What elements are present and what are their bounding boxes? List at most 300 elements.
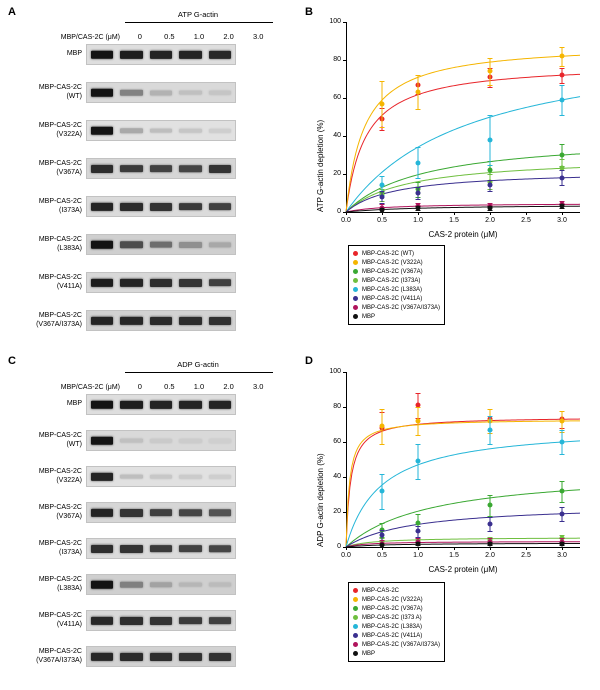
y-tick-label: 100 <box>329 18 341 25</box>
gel-lane-strip <box>86 646 236 667</box>
gel-band <box>91 50 114 59</box>
data-point <box>380 183 385 188</box>
gel-lane <box>146 273 176 292</box>
gel-lane <box>205 159 235 178</box>
gel-lane-strip <box>86 574 236 595</box>
x-tick-label: 0.0 <box>341 552 351 559</box>
gel-lane-row <box>0 120 236 141</box>
legend-item <box>353 303 440 312</box>
gel-c-title: ADP G-actin <box>177 360 219 369</box>
gel-lane <box>117 611 147 630</box>
x-tick-label: 3.0 <box>557 217 567 224</box>
gel-lane <box>146 647 176 666</box>
legend-label: MBP-CAS-2C (L383A) <box>362 286 423 293</box>
gel-lane <box>176 311 206 330</box>
y-tick-label: 60 <box>333 438 341 445</box>
gel-band <box>150 652 173 660</box>
error-bar-cap <box>488 85 493 86</box>
panel-letter-a: A <box>8 6 16 18</box>
gel-band <box>120 509 143 517</box>
gel-band <box>179 90 202 95</box>
gel-band <box>91 544 114 552</box>
error-bar-cap <box>416 199 421 200</box>
gel-band <box>91 508 114 516</box>
data-point <box>416 520 421 525</box>
y-tick-label: 100 <box>329 368 341 375</box>
x-tick-label: 0.5 <box>377 217 387 224</box>
data-point <box>416 459 421 464</box>
gel-lane <box>117 273 147 292</box>
gel-lane <box>205 611 235 630</box>
gel-band <box>209 400 232 408</box>
y-tick-label: 20 <box>333 170 341 177</box>
gel-band <box>209 545 232 553</box>
y-tick-label: 0 <box>337 208 341 215</box>
gel-band <box>120 89 143 95</box>
gel-lane <box>87 235 117 254</box>
error-bar-cap <box>488 180 493 181</box>
legend-label: MBP-CAS-2C (I373 A) <box>362 614 422 621</box>
gel-band <box>179 545 202 553</box>
gel-lane-row <box>0 272 236 293</box>
error-bar-cap <box>488 174 493 175</box>
data-point <box>416 90 421 95</box>
error-bar-cap <box>560 521 565 522</box>
y-axis-label: ADP G-actin depletion (%) <box>316 453 325 547</box>
legend-label: MBP-CAS-2C (V367A/I373A) <box>362 304 441 311</box>
gel-conc-value: 0.5 <box>164 32 175 41</box>
data-point <box>380 424 385 429</box>
error-bar-cap <box>416 393 421 394</box>
error-bar-cap <box>488 531 493 532</box>
gel-row-label: MBP-CAS-2C (WT) <box>38 432 82 448</box>
data-point <box>416 160 421 165</box>
chart-legend <box>348 245 445 325</box>
legend-item <box>353 622 440 631</box>
gel-a-conc-label: MBP/CAS-2C (μM) <box>60 34 120 41</box>
data-point <box>488 541 493 546</box>
gel-lane <box>87 539 117 558</box>
gel-lane <box>87 467 117 486</box>
gel-lane <box>176 503 206 522</box>
x-tick-label: 2.5 <box>521 217 531 224</box>
error-bar-cap <box>380 81 385 82</box>
gel-band <box>179 400 202 408</box>
gel-band <box>150 90 173 95</box>
error-bar-cap <box>380 530 385 531</box>
gel-band <box>209 509 232 516</box>
gel-lane <box>117 235 147 254</box>
gel-lane <box>87 159 117 178</box>
gel-conc-value: 0 <box>137 382 142 391</box>
panel-letter-c: C <box>8 355 16 367</box>
data-point <box>416 529 421 534</box>
gel-band <box>150 278 173 286</box>
gel-conc-value: 0.5 <box>164 382 175 391</box>
gel-lane-strip <box>86 158 236 179</box>
error-bar-cap <box>560 115 565 116</box>
data-point <box>488 427 493 432</box>
gel-lane-row <box>0 502 236 523</box>
gel-conc-value: 2.0 <box>223 382 234 391</box>
y-tick-label: 80 <box>333 403 341 410</box>
gel-band <box>120 278 143 286</box>
data-point <box>560 541 565 546</box>
gel-lane-strip <box>86 502 236 523</box>
legend-item <box>353 294 440 303</box>
data-point <box>380 543 385 548</box>
gel-band <box>91 616 114 624</box>
data-point <box>560 54 565 59</box>
gel-band <box>209 653 232 661</box>
error-bar-cap <box>416 147 421 148</box>
error-bar-cap <box>488 191 493 192</box>
gel-band <box>150 400 173 408</box>
data-point <box>488 69 493 74</box>
gel-band <box>209 128 232 132</box>
gel-band <box>120 652 143 660</box>
y-tick-label: 40 <box>333 132 341 139</box>
gel-row-label: MBP <box>66 400 82 408</box>
gel-lane <box>176 235 206 254</box>
gel-band <box>150 617 173 625</box>
fit-curves <box>300 350 600 690</box>
legend-color-swatch <box>353 260 358 265</box>
legend-color-swatch <box>353 597 358 602</box>
gel-lane-strip <box>86 394 236 415</box>
legend-color-swatch <box>353 251 358 256</box>
gel-lane <box>176 539 206 558</box>
error-bar-cap <box>488 517 493 518</box>
data-point <box>488 503 493 508</box>
gel-lane <box>146 197 176 216</box>
gel-band <box>91 164 114 172</box>
error-bar-cap <box>416 514 421 515</box>
error-bar-cap <box>380 176 385 177</box>
legend-color-swatch <box>353 633 358 638</box>
gel-band <box>209 50 232 58</box>
legend-color-swatch <box>353 588 358 593</box>
error-bar-cap <box>380 203 385 204</box>
error-bar-cap <box>560 502 565 503</box>
gel-lane-row <box>0 574 236 595</box>
gel-band <box>91 240 114 249</box>
error-bar-cap <box>488 58 493 59</box>
panel-letter-d: D <box>305 355 313 367</box>
gel-lane <box>176 45 206 64</box>
legend-label: MBP <box>362 650 376 657</box>
data-point <box>488 137 493 142</box>
legend-label: MBP-CAS-2C (WT) <box>362 250 414 257</box>
data-point <box>416 541 421 546</box>
gel-lane-row <box>0 158 236 179</box>
gel-lane <box>146 431 176 450</box>
gel-band <box>209 203 232 211</box>
gel-lane <box>87 273 117 292</box>
gel-lane <box>205 575 235 594</box>
gel-lane <box>176 395 206 414</box>
gel-lane <box>117 539 147 558</box>
data-point <box>380 101 385 106</box>
data-point <box>560 97 565 102</box>
fit-curves <box>300 0 600 340</box>
error-bar-cap <box>416 75 421 76</box>
error-bar-cap <box>416 109 421 110</box>
gel-lane <box>87 575 117 594</box>
gel-lane <box>176 159 206 178</box>
gel-row-label: MBP-CAS-2C (V367A) <box>38 504 82 520</box>
error-bar-cap <box>416 187 421 188</box>
gel-band <box>91 278 114 286</box>
gel-band <box>120 316 143 324</box>
gel-band <box>91 400 114 409</box>
gel-band <box>179 582 202 587</box>
legend-label: MBP <box>362 313 376 320</box>
gel-row-label: MBP-CAS-2C (I373A) <box>38 198 82 214</box>
data-point <box>416 191 421 196</box>
gel-band <box>150 438 173 442</box>
data-point <box>380 194 385 199</box>
gel-band <box>150 128 173 133</box>
data-point <box>560 204 565 209</box>
gel-band <box>150 241 173 248</box>
gel-band <box>150 509 173 517</box>
gel-band <box>179 128 202 133</box>
gel-lane <box>176 467 206 486</box>
gel-lane-strip <box>86 272 236 293</box>
gel-lane <box>117 395 147 414</box>
gel-lane <box>205 467 235 486</box>
gel-lane <box>146 611 176 630</box>
gel-lane <box>117 83 147 102</box>
gel-band <box>91 472 114 480</box>
gel-lane-strip <box>86 82 236 103</box>
legend-label: MBP-CAS-2C (V322A) <box>362 259 423 266</box>
gel-band <box>179 50 202 58</box>
y-tick-label: 80 <box>333 56 341 63</box>
error-bar-cap <box>380 474 385 475</box>
gel-lane <box>87 311 117 330</box>
legend-item <box>353 631 440 640</box>
error-bar-cap <box>488 115 493 116</box>
legend-color-swatch <box>353 278 358 283</box>
gel-lane <box>87 395 117 414</box>
gel-band <box>179 474 202 478</box>
gel-conc-value: 1.0 <box>193 382 205 391</box>
legend-label: MBP-CAS-2C <box>362 587 400 594</box>
data-point <box>488 206 493 211</box>
gel-lane <box>146 121 176 140</box>
gel-lane <box>87 121 117 140</box>
gel-lane <box>117 197 147 216</box>
legend-color-swatch <box>353 296 358 301</box>
gel-lane <box>205 197 235 216</box>
legend-color-swatch <box>353 314 358 319</box>
error-bar-cap <box>560 68 565 69</box>
gel-lane <box>117 159 147 178</box>
gel-band <box>209 439 232 443</box>
chart-panel-d <box>300 350 600 681</box>
error-bar-cap <box>380 523 385 524</box>
gel-band <box>150 50 173 58</box>
legend-item <box>353 640 440 649</box>
gel-row-label: MBP-CAS-2C (L383A) <box>38 236 82 252</box>
gel-lane <box>87 503 117 522</box>
gel-lane <box>146 575 176 594</box>
error-bar-cap <box>416 526 421 527</box>
gel-band <box>91 126 114 135</box>
legend-color-swatch <box>353 287 358 292</box>
error-bar-cap <box>488 416 493 417</box>
x-tick-label: 3.0 <box>557 552 567 559</box>
data-point <box>560 175 565 180</box>
gel-band <box>179 203 202 211</box>
gel-band <box>120 241 143 249</box>
error-bar-cap <box>488 409 493 410</box>
gel-lane <box>117 647 147 666</box>
gel-lane <box>146 159 176 178</box>
gel-lane-row <box>0 44 236 65</box>
legend-color-swatch <box>353 269 358 274</box>
gel-a-conc-values <box>125 32 273 41</box>
error-bar-cap <box>416 178 421 179</box>
gel-lane <box>205 647 235 666</box>
data-point <box>416 206 421 211</box>
gel-row-label: MBP-CAS-2C (V367A/I373A) <box>36 312 82 328</box>
gel-lane <box>205 539 235 558</box>
gel-lane-row <box>0 310 236 331</box>
gel-band <box>150 474 173 479</box>
gel-conc-value: 3.0 <box>252 382 264 391</box>
legend-color-swatch <box>353 606 358 611</box>
error-bar-cap <box>380 127 385 128</box>
x-tick-label: 2.0 <box>485 217 495 224</box>
gel-lane <box>146 539 176 558</box>
error-bar-cap <box>560 170 565 171</box>
legend-item <box>353 613 440 622</box>
error-bar-cap <box>560 47 565 48</box>
gel-band <box>179 316 202 324</box>
legend-item <box>353 586 440 595</box>
gel-lane <box>176 197 206 216</box>
gel-lane <box>117 45 147 64</box>
data-point <box>560 419 565 424</box>
error-bar-cap <box>560 66 565 67</box>
gel-lane <box>205 311 235 330</box>
gel-lane-strip <box>86 610 236 631</box>
gel-row-label: MBP-CAS-2C (V411A) <box>38 612 82 628</box>
gel-band <box>120 400 143 408</box>
gel-band <box>209 279 232 287</box>
gel-lane <box>117 121 147 140</box>
legend-item <box>353 312 440 321</box>
gel-band <box>120 202 143 210</box>
data-point <box>488 168 493 173</box>
error-bar-cap <box>488 444 493 445</box>
gel-band <box>91 88 114 97</box>
gel-lane <box>205 273 235 292</box>
gel-lane <box>176 83 206 102</box>
error-bar-cap <box>560 83 565 84</box>
data-point <box>416 419 421 424</box>
legend-item <box>353 267 440 276</box>
gel-band <box>209 617 232 625</box>
gel-lane <box>87 431 117 450</box>
legend-item <box>353 249 440 258</box>
gel-band <box>120 438 143 443</box>
gel-c-title-rule <box>125 372 273 373</box>
gel-band <box>179 242 202 248</box>
gel-row-label: MBP-CAS-2C (V367A) <box>38 160 82 176</box>
error-bar-cap <box>380 191 385 192</box>
data-point <box>560 73 565 78</box>
gel-band <box>179 653 202 661</box>
error-bar-cap <box>416 182 421 183</box>
gel-lane-row <box>0 394 236 415</box>
data-point <box>560 153 565 158</box>
legend-label: MBP-CAS-2C (V367A) <box>362 605 423 612</box>
gel-row-label: MBP-CAS-2C (L383A) <box>38 576 82 592</box>
legend-color-swatch <box>353 615 358 620</box>
gel-lane-strip <box>86 44 236 65</box>
gel-lane <box>87 611 117 630</box>
y-tick-label: 60 <box>333 94 341 101</box>
gel-lane <box>205 121 235 140</box>
panel-letter-b: B <box>305 6 313 18</box>
gel-band <box>179 617 202 625</box>
error-bar-cap <box>416 479 421 480</box>
gel-lane <box>117 503 147 522</box>
gel-lane <box>117 311 147 330</box>
x-tick-label: 1.5 <box>449 217 459 224</box>
gel-lane-row <box>0 646 236 667</box>
gel-band <box>209 165 232 173</box>
gel-lane <box>146 45 176 64</box>
x-tick-label: 2.5 <box>521 552 531 559</box>
gel-lane <box>176 431 206 450</box>
gel-band <box>120 616 143 624</box>
error-bar-cap <box>560 85 565 86</box>
gel-lane-row <box>0 538 236 559</box>
gel-band <box>120 474 143 479</box>
gel-band <box>120 545 143 553</box>
gel-row-label: MBP-CAS-2C (V367A/I373A) <box>36 648 82 664</box>
gel-lane-strip <box>86 196 236 217</box>
gel-row-label: MBP-CAS-2C (V411A) <box>38 274 82 290</box>
gel-band <box>91 316 114 324</box>
gel-lane <box>176 121 206 140</box>
gel-lane-strip <box>86 234 236 255</box>
legend-label: MBP-CAS-2C (L383A) <box>362 623 423 630</box>
legend-color-swatch <box>353 624 358 629</box>
error-bar-cap <box>416 435 421 436</box>
gel-band <box>150 316 173 324</box>
data-point <box>380 208 385 213</box>
gel-conc-value: 2.0 <box>223 32 234 41</box>
gel-a-title-rule <box>125 22 273 23</box>
data-point <box>488 183 493 188</box>
gel-band <box>120 50 143 58</box>
error-bar-cap <box>560 411 565 412</box>
x-tick-label: 1.5 <box>449 552 459 559</box>
gel-lane-strip <box>86 120 236 141</box>
gel-band <box>91 580 114 589</box>
gel-row-label: MBP-CAS-2C (V322A) <box>38 122 82 138</box>
x-axis-label: CAS-2 protein (μM) <box>428 565 498 574</box>
error-bar-cap <box>560 185 565 186</box>
legend-label: MBP-CAS-2C (I373A) <box>362 277 421 284</box>
gel-lane-strip <box>86 466 236 487</box>
